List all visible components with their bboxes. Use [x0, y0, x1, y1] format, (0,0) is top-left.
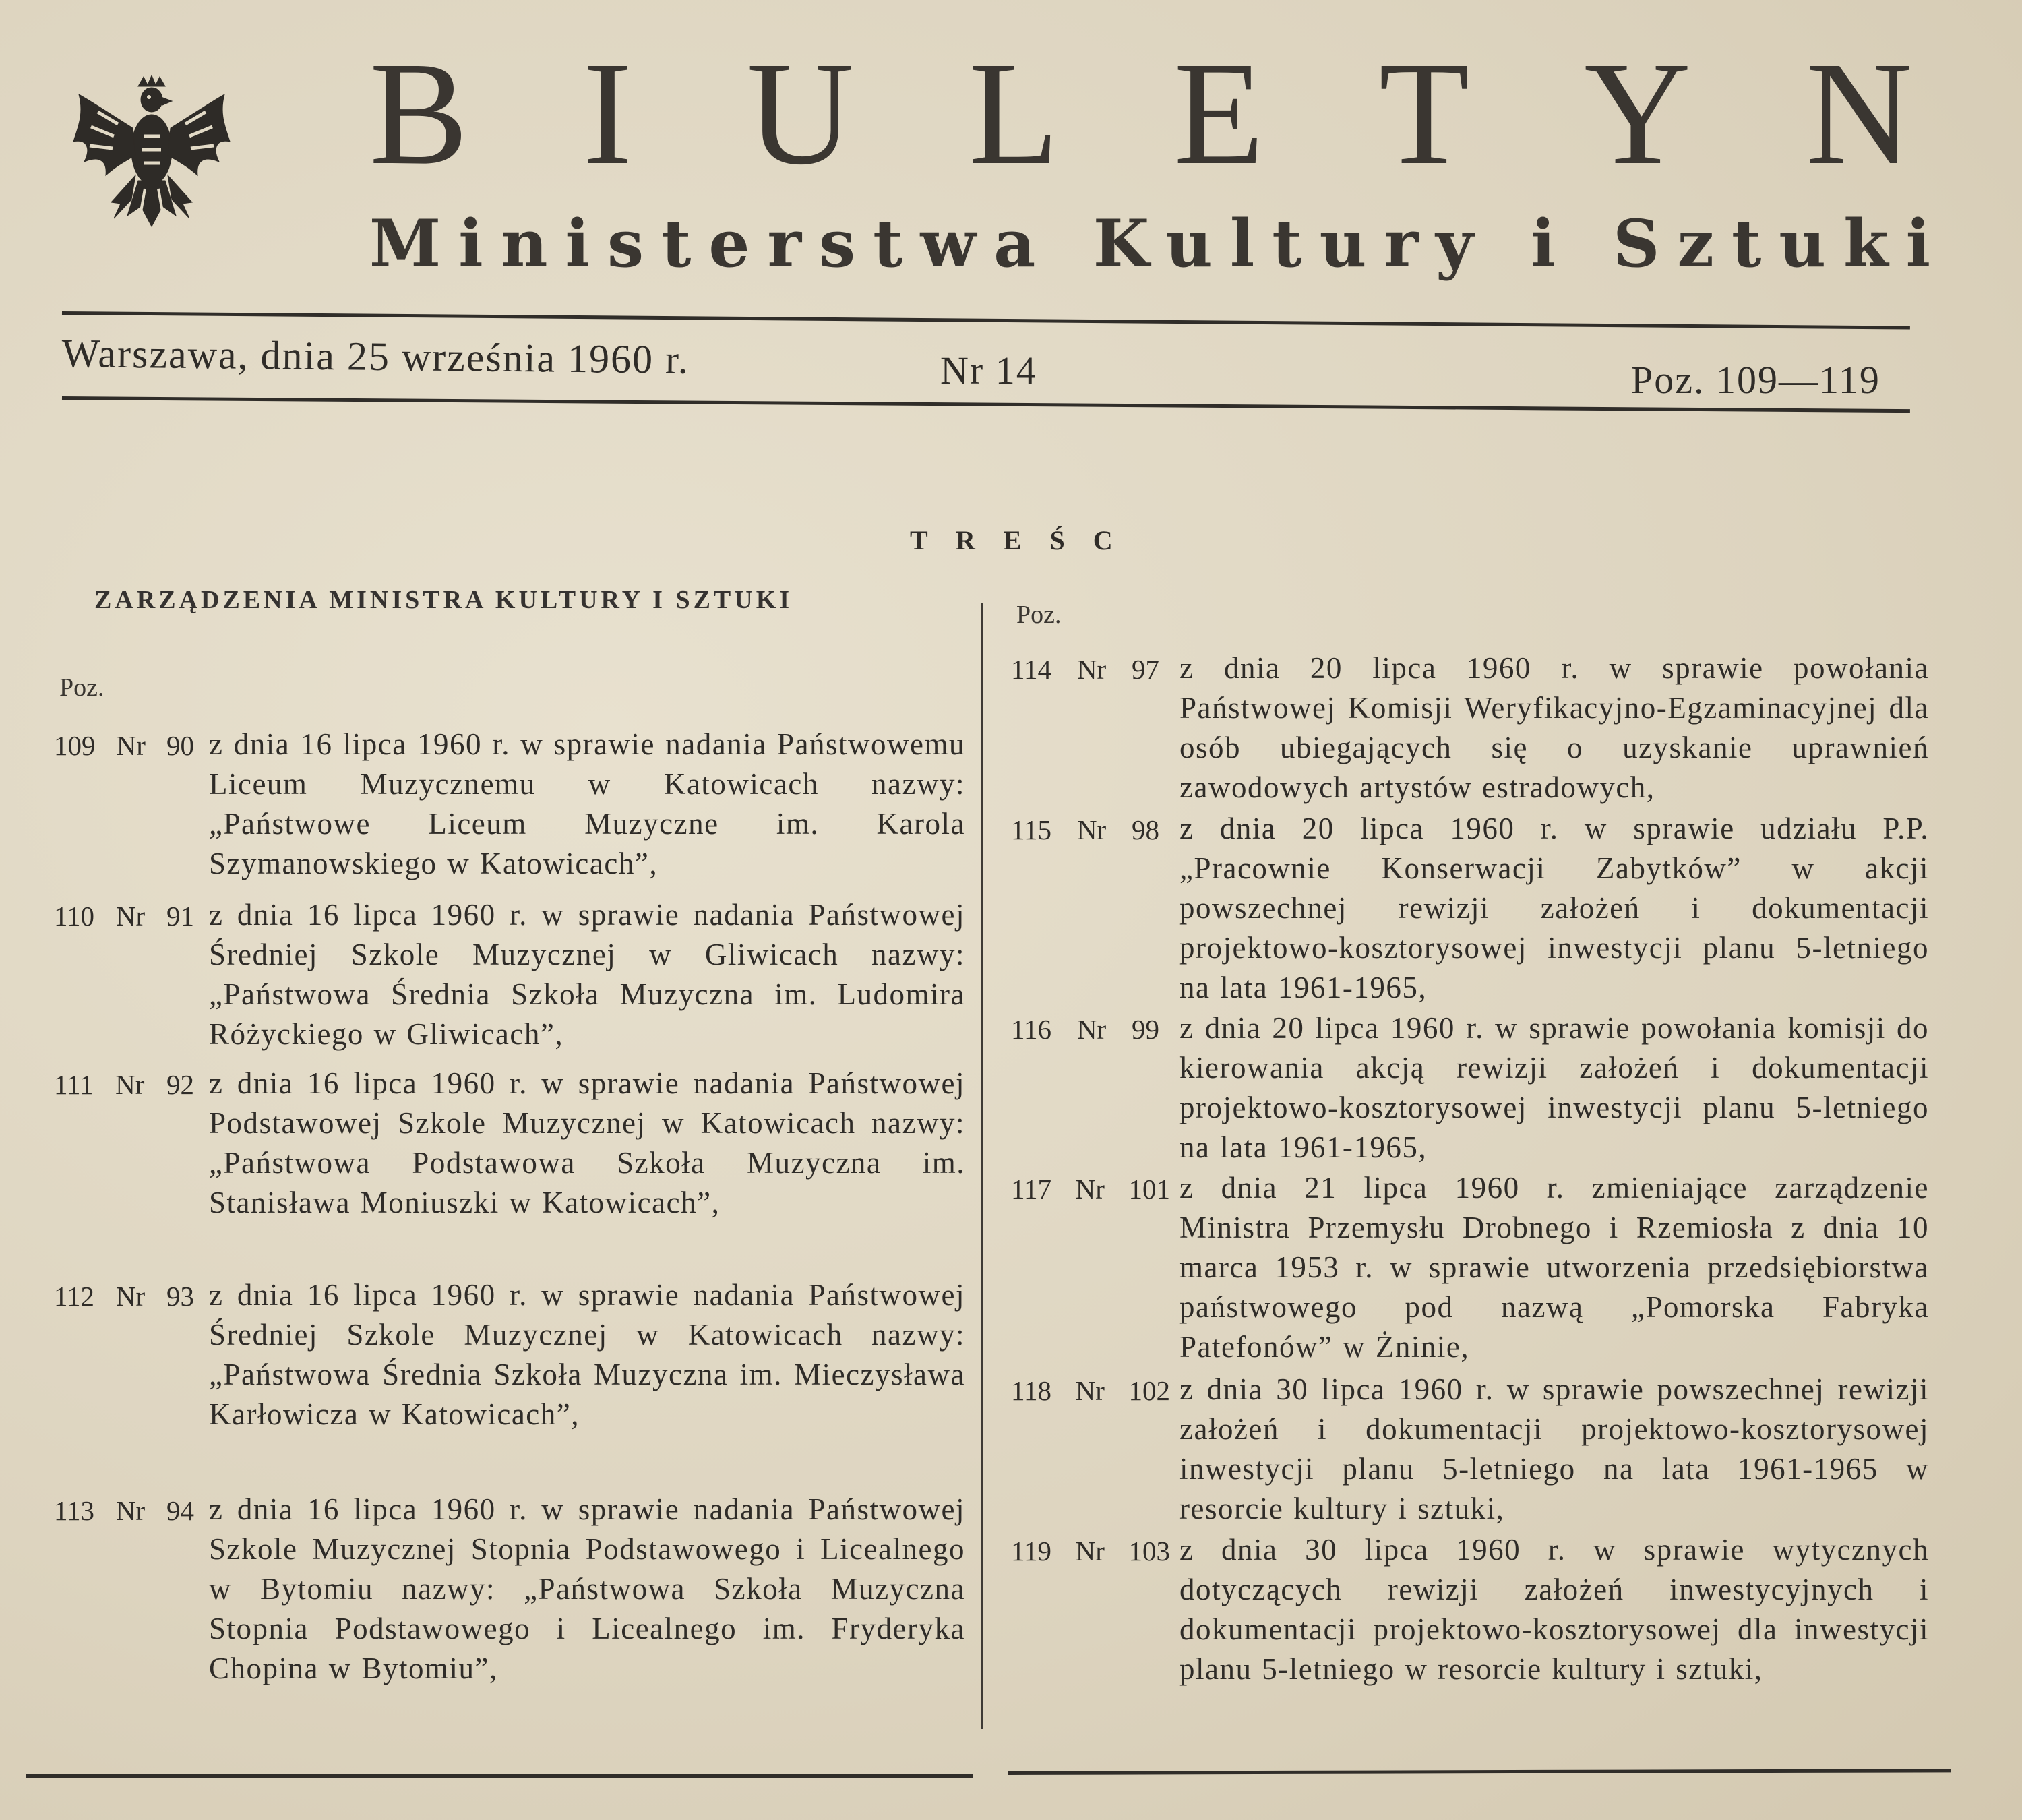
bulletin-subtitle: Ministerstwa Kultury i Sztuki: [369, 206, 1949, 282]
entry-110: [54, 895, 965, 1054]
title-letter: I: [582, 31, 633, 195]
poz-number: 112: [54, 1281, 94, 1312]
entry-text: z dnia 16 lipca 1960 r. w sprawie nadania Państwowemu Liceum Muzycznemu w Katowicach nazwy: „Państwowe Liceum Muzyczne im. Karola Szymanowskiego w Katowicach”,: [209, 727, 965, 880]
entry-number: [54, 1275, 209, 1316]
entry-number: [1011, 1370, 1180, 1411]
poz-number: 115: [1011, 814, 1051, 845]
contents-heading: T R E Ś C: [910, 525, 1124, 555]
title-letter: E: [1173, 31, 1264, 195]
entry-111: [54, 1064, 965, 1223]
poz-number: 119: [1011, 1536, 1051, 1567]
entry-119: [1011, 1530, 1929, 1689]
entry-number: [54, 1064, 209, 1105]
nr-number: 99: [1132, 1014, 1159, 1045]
entry-number: [54, 895, 209, 936]
entry-text: z dnia 30 lipca 1960 r. w sprawie wytycznych dotyczących rewizji założeń inwestycyjnych i dokumentacji projektowo-kosztorysowej dla inwestycji planu 5-letniego w resorcie kultury i sztuki,: [1180, 1533, 1929, 1686]
title-letter: N: [1806, 31, 1913, 195]
nr-label: Nr: [1076, 654, 1107, 685]
title-letter: T: [1378, 31, 1470, 195]
title-letter: L: [968, 31, 1060, 195]
section-heading: ZARZĄDZENIA MINISTRA KULTURY I SZTUKI: [94, 586, 793, 614]
issue-number: Nr 14: [940, 348, 1037, 392]
nr-label: Nr: [115, 1069, 145, 1100]
entry-number: [1011, 1008, 1180, 1050]
nr-label: Nr: [1075, 1375, 1105, 1406]
column-divider: [981, 603, 983, 1729]
nr-number: 101: [1128, 1174, 1170, 1205]
nr-label: Nr: [1076, 814, 1107, 845]
poz-label-left: Poz.: [59, 673, 104, 702]
entry-text: z dnia 20 lipca 1960 r. w sprawie powołania komisji do kierowania akcją rewizji założeń i dokumentacji projektowo-kosztorysowej inwestycji planu 5-letniego na lata 1961-1965,: [1180, 1011, 1929, 1164]
poz-number: 116: [1011, 1014, 1051, 1045]
poz-number: 109: [54, 730, 96, 761]
poz-label-right: Poz.: [1016, 601, 1062, 629]
bottom-rule-right: [1008, 1769, 1951, 1775]
title-letter: Y: [1584, 31, 1692, 195]
entry-113: [54, 1490, 965, 1689]
nr-number: 93: [166, 1281, 194, 1312]
nr-label: Nr: [1076, 1014, 1107, 1045]
entry-117: [1011, 1168, 1929, 1367]
poz-number: 118: [1011, 1375, 1051, 1406]
entry-112: [54, 1275, 965, 1434]
position-range: Poz. 109—119: [1631, 358, 1880, 402]
nr-label: Nr: [116, 730, 146, 761]
nr-number: 91: [166, 901, 194, 932]
entry-114: [1011, 648, 1929, 808]
entry-109: [54, 725, 965, 884]
nr-label: Nr: [1075, 1174, 1105, 1205]
entry-number: [1011, 1168, 1180, 1209]
entry-text: z dnia 20 lipca 1960 r. w sprawie powołania Państwowej Komisji Weryfikacyjno-Egzaminacyjnej dla osób ubiegających się o uzyskanie uprawnień zawodowych artystów estradowych,: [1180, 651, 1929, 804]
nr-number: 103: [1128, 1536, 1170, 1567]
entry-115: [1011, 809, 1929, 1008]
poz-number: 117: [1011, 1174, 1051, 1205]
entry-number: [1011, 648, 1180, 690]
poz-number: 111: [54, 1069, 94, 1100]
poz-number: 110: [54, 901, 94, 932]
entry-116: [1011, 1008, 1929, 1167]
entry-text: z dnia 16 lipca 1960 r. w sprawie nadania Państwowej Średniej Szkole Muzycznej w Katowicach nazwy: „Państwowa Średnia Szkoła Muzyczna im. Mieczysława Karłowicza w Katowicach”,: [209, 1278, 965, 1431]
nr-label: Nr: [1075, 1536, 1105, 1567]
poz-number: 113: [54, 1495, 94, 1526]
title-letter: U: [747, 31, 854, 195]
nr-number: 97: [1132, 654, 1159, 685]
nr-label: Nr: [115, 1495, 146, 1526]
nr-number: 90: [166, 730, 194, 761]
nr-number: 102: [1128, 1375, 1170, 1406]
entry-number: [54, 1490, 209, 1531]
entry-text: z dnia 16 lipca 1960 r. w sprawie nadania Państwowej Szkole Muzycznej Stopnia Podstawowego i Licealnego w Bytomiu nazwy: „Państwowa Szkoła Muzyczna Stopnia Podstawowego i Licealnego im. Fryderyka Chopina w Bytomiu”,: [209, 1492, 965, 1685]
date-line: Warszawa, dnia 25 września 1960 r.: [61, 330, 690, 382]
nr-number: 92: [166, 1069, 194, 1100]
entry-number: [1011, 1530, 1180, 1571]
entry-text: z dnia 20 lipca 1960 r. w sprawie udziału P.P. „Pracownie Konserwacji Zabytków” w akcji powszechnej rewizji założeń i dokumentacji projektowo-kosztorysowej inwestycji planu 5-letniego na lata 1961-1965,: [1180, 812, 1929, 1004]
entry-text: z dnia 16 lipca 1960 r. w sprawie nadania Państwowej Średniej Szkole Muzycznej w Gliwicach nazwy: „Państwowa Średnia Szkoła Muzyczna im. Ludomira Różyckiego w Gliwicach”,: [209, 898, 965, 1051]
entry-118: [1011, 1370, 1929, 1529]
nr-number: 94: [166, 1495, 194, 1526]
bottom-rule-left: [26, 1774, 973, 1778]
header-rule-top: [62, 311, 1910, 330]
entry-number: [1011, 809, 1180, 850]
title-letter: B: [369, 31, 468, 195]
entry-text: z dnia 16 lipca 1960 r. w sprawie nadania Państwowej Podstawowej Szkole Muzycznej w Katowicach nazwy: „Państwowa Podstawowa Szkoła Muzyczna im. Stanisława Moniuszki w Katowicach”,: [209, 1066, 965, 1219]
entry-number: [54, 725, 209, 766]
nr-label: Nr: [115, 901, 146, 932]
eagle-emblem-icon: [71, 74, 233, 233]
nr-label: Nr: [115, 1281, 146, 1312]
entry-text: z dnia 30 lipca 1960 r. w sprawie powszechnej rewizji założeń i dokumentacji projektowo-kosztorysowej inwestycji planu 5-letniego na lata 1961-1965 w resorcie kultury i sztuki,: [1180, 1372, 1929, 1525]
bulletin-title: [369, 31, 1913, 195]
poz-number: 114: [1011, 654, 1051, 685]
nr-number: 98: [1132, 814, 1159, 845]
entry-text: z dnia 21 lipca 1960 r. zmieniające zarządzenie Ministra Przemysłu Drobnego i Rzemiosła z dnia 10 marca 1953 r. w sprawie utworzenia przedsiębiorstwa państwowego pod nazwą „Pomorska Fabryka Patefonów” w Żninie,: [1180, 1171, 1929, 1364]
